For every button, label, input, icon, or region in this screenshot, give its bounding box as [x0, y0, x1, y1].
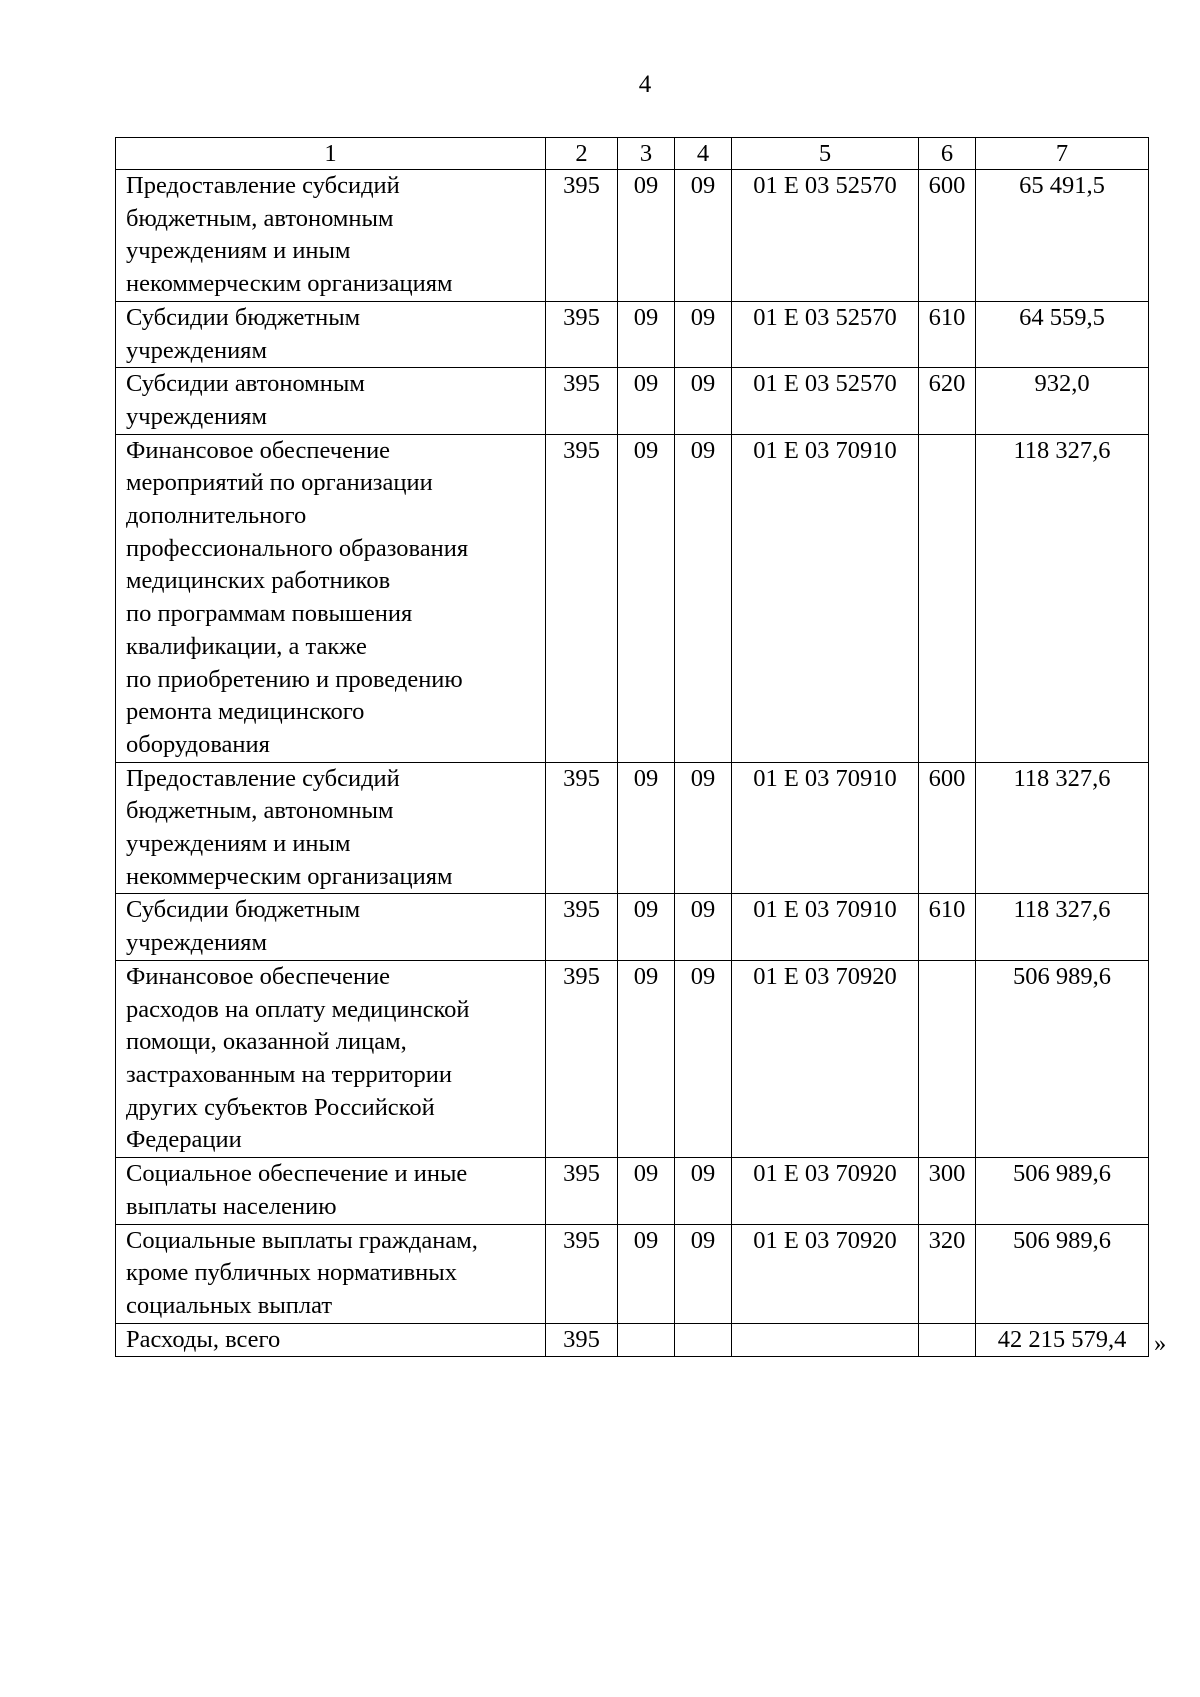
target-article-cell: 01 Е 03 52570	[732, 368, 919, 434]
section-code-cell: 09	[618, 762, 675, 894]
table-row	[116, 1224, 1149, 1323]
section-code-cell: 09	[618, 960, 675, 1157]
amount-cell: 118 327,6	[976, 762, 1149, 894]
description-line: помощи, оказанной лицам,	[126, 1028, 407, 1056]
description-line: Субсидии автономным	[126, 370, 365, 398]
description-line: Предоставление субсидий	[126, 764, 400, 792]
description-line: кроме публичных нормативных	[126, 1259, 457, 1287]
ministry-code-cell: 395	[546, 301, 618, 367]
column-header-4: 4	[675, 138, 732, 170]
section-code-cell	[618, 1323, 675, 1357]
row-description	[116, 1158, 546, 1224]
subsection-code-cell: 09	[675, 170, 732, 302]
ministry-code-cell: 395	[546, 894, 618, 960]
subsection-code-cell	[675, 1323, 732, 1357]
section-code-cell: 09	[618, 301, 675, 367]
row-description	[116, 894, 546, 960]
column-header-3: 3	[618, 138, 675, 170]
row-description	[116, 170, 546, 302]
description-line: учреждениям и иным	[126, 830, 351, 858]
section-code-cell: 09	[618, 170, 675, 302]
description-line: выплаты населению	[126, 1192, 337, 1220]
description-line: Федерации	[126, 1126, 242, 1154]
description-line: ремонта медицинского	[126, 698, 365, 726]
ministry-code-cell: 395	[546, 434, 618, 762]
target-article-cell: 01 Е 03 52570	[732, 301, 919, 367]
expense-type-cell: 620	[919, 368, 976, 434]
row-description	[116, 960, 546, 1157]
description-line: профессионального образования	[126, 534, 469, 562]
row-description	[116, 368, 546, 434]
description-line: Расходы, всего	[126, 1325, 281, 1353]
target-article-cell: 01 Е 03 70920	[732, 1224, 919, 1323]
table-row	[116, 762, 1149, 894]
amount-cell: 42 215 579,4	[976, 1323, 1149, 1357]
section-code-cell: 09	[618, 894, 675, 960]
table-row	[116, 301, 1149, 367]
column-header-7: 7	[976, 138, 1149, 170]
description-line: по программам повышения	[126, 600, 413, 628]
closing-quote-mark: »	[1154, 1330, 1167, 1357]
expense-type-cell: 600	[919, 170, 976, 302]
row-description	[116, 762, 546, 894]
description-line: некоммерческим организациям	[126, 862, 453, 890]
description-line: по приобретению и проведению	[126, 665, 463, 693]
amount-cell: 506 989,6	[976, 1158, 1149, 1224]
target-article-cell: 01 Е 03 70920	[732, 960, 919, 1157]
ministry-code-cell: 395	[546, 170, 618, 302]
description-line: Социальные выплаты гражданам,	[126, 1226, 478, 1254]
amount-cell: 64 559,5	[976, 301, 1149, 367]
subsection-code-cell: 09	[675, 301, 732, 367]
table-row	[116, 368, 1149, 434]
column-number-row	[116, 138, 1149, 170]
description-line: дополнительного	[126, 502, 307, 530]
description-line: квалификации, а также	[126, 632, 367, 660]
amount-cell: 932,0	[976, 368, 1149, 434]
expense-type-cell: 320	[919, 1224, 976, 1323]
subsection-code-cell: 09	[675, 1158, 732, 1224]
amount-cell: 506 989,6	[976, 1224, 1149, 1323]
subsection-code-cell: 09	[675, 894, 732, 960]
target-article-cell	[732, 1323, 919, 1357]
description-line: застрахованным на территории	[126, 1060, 452, 1088]
amount-cell: 506 989,6	[976, 960, 1149, 1157]
table-row	[116, 1158, 1149, 1224]
description-line: социальных выплат	[126, 1291, 333, 1319]
ministry-code-cell: 395	[546, 762, 618, 894]
description-line: Предоставление субсидий	[126, 172, 400, 199]
section-code-cell: 09	[618, 434, 675, 762]
description-line: Финансовое обеспечение	[126, 962, 391, 990]
table-row	[116, 170, 1149, 302]
ministry-code-cell: 395	[546, 1158, 618, 1224]
table-row	[116, 960, 1149, 1157]
ministry-code-cell: 395	[546, 1224, 618, 1323]
subsection-code-cell: 09	[675, 434, 732, 762]
description-line: учреждениям	[126, 336, 267, 364]
column-header-1: 1	[116, 138, 546, 170]
section-code-cell: 09	[618, 1224, 675, 1323]
description-line: Социальное обеспечение и иные	[126, 1160, 468, 1188]
description-line: других субъектов Российской	[126, 1093, 435, 1121]
table-row	[116, 434, 1149, 762]
row-description	[116, 1323, 546, 1357]
section-code-cell: 09	[618, 368, 675, 434]
table-row	[116, 894, 1149, 960]
row-description	[116, 301, 546, 367]
amount-cell: 118 327,6	[976, 434, 1149, 762]
description-line: Субсидии бюджетным	[126, 896, 361, 924]
table-row	[116, 1323, 1149, 1357]
description-line: некоммерческим организациям	[126, 270, 453, 298]
target-article-cell: 01 Е 03 52570	[732, 170, 919, 302]
amount-cell: 118 327,6	[976, 894, 1149, 960]
subsection-code-cell: 09	[675, 1224, 732, 1323]
subsection-code-cell: 09	[675, 368, 732, 434]
expense-type-cell	[919, 434, 976, 762]
expense-type-cell: 300	[919, 1158, 976, 1224]
description-line: бюджетным, автономным	[126, 204, 394, 232]
row-description	[116, 1224, 546, 1323]
subsection-code-cell: 09	[675, 762, 732, 894]
target-article-cell: 01 Е 03 70920	[732, 1158, 919, 1224]
description-line: учреждениям	[126, 929, 267, 957]
subsection-code-cell: 09	[675, 960, 732, 1157]
expense-type-cell: 600	[919, 762, 976, 894]
ministry-code-cell: 395	[546, 1323, 618, 1357]
table-body	[116, 170, 1149, 1357]
expense-type-cell: 610	[919, 301, 976, 367]
description-line: оборудования	[126, 730, 270, 758]
ministry-code-cell: 395	[546, 960, 618, 1157]
description-line: Субсидии бюджетным	[126, 303, 361, 331]
target-article-cell: 01 Е 03 70910	[732, 434, 919, 762]
target-article-cell: 01 Е 03 70910	[732, 894, 919, 960]
expense-type-cell	[919, 960, 976, 1157]
row-description	[116, 434, 546, 762]
amount-cell: 65 491,5	[976, 170, 1149, 302]
description-line: расходов на оплату медицинской	[126, 995, 470, 1023]
expense-type-cell: 610	[919, 894, 976, 960]
section-code-cell: 09	[618, 1158, 675, 1224]
column-header-6: 6	[919, 138, 976, 170]
page-number: 4	[638, 71, 652, 98]
description-line: Финансовое обеспечение	[126, 436, 391, 464]
description-line: учреждениям	[126, 402, 267, 430]
expense-type-cell	[919, 1323, 976, 1357]
budget-table	[115, 137, 1149, 1357]
description-line: медицинских работников	[126, 567, 391, 595]
column-header-2: 2	[546, 138, 618, 170]
column-header-5: 5	[732, 138, 919, 170]
description-line: учреждениям и иным	[126, 237, 351, 265]
ministry-code-cell: 395	[546, 368, 618, 434]
target-article-cell: 01 Е 03 70910	[732, 762, 919, 894]
description-line: бюджетным, автономным	[126, 797, 394, 825]
description-line: мероприятий по организации	[126, 469, 433, 497]
